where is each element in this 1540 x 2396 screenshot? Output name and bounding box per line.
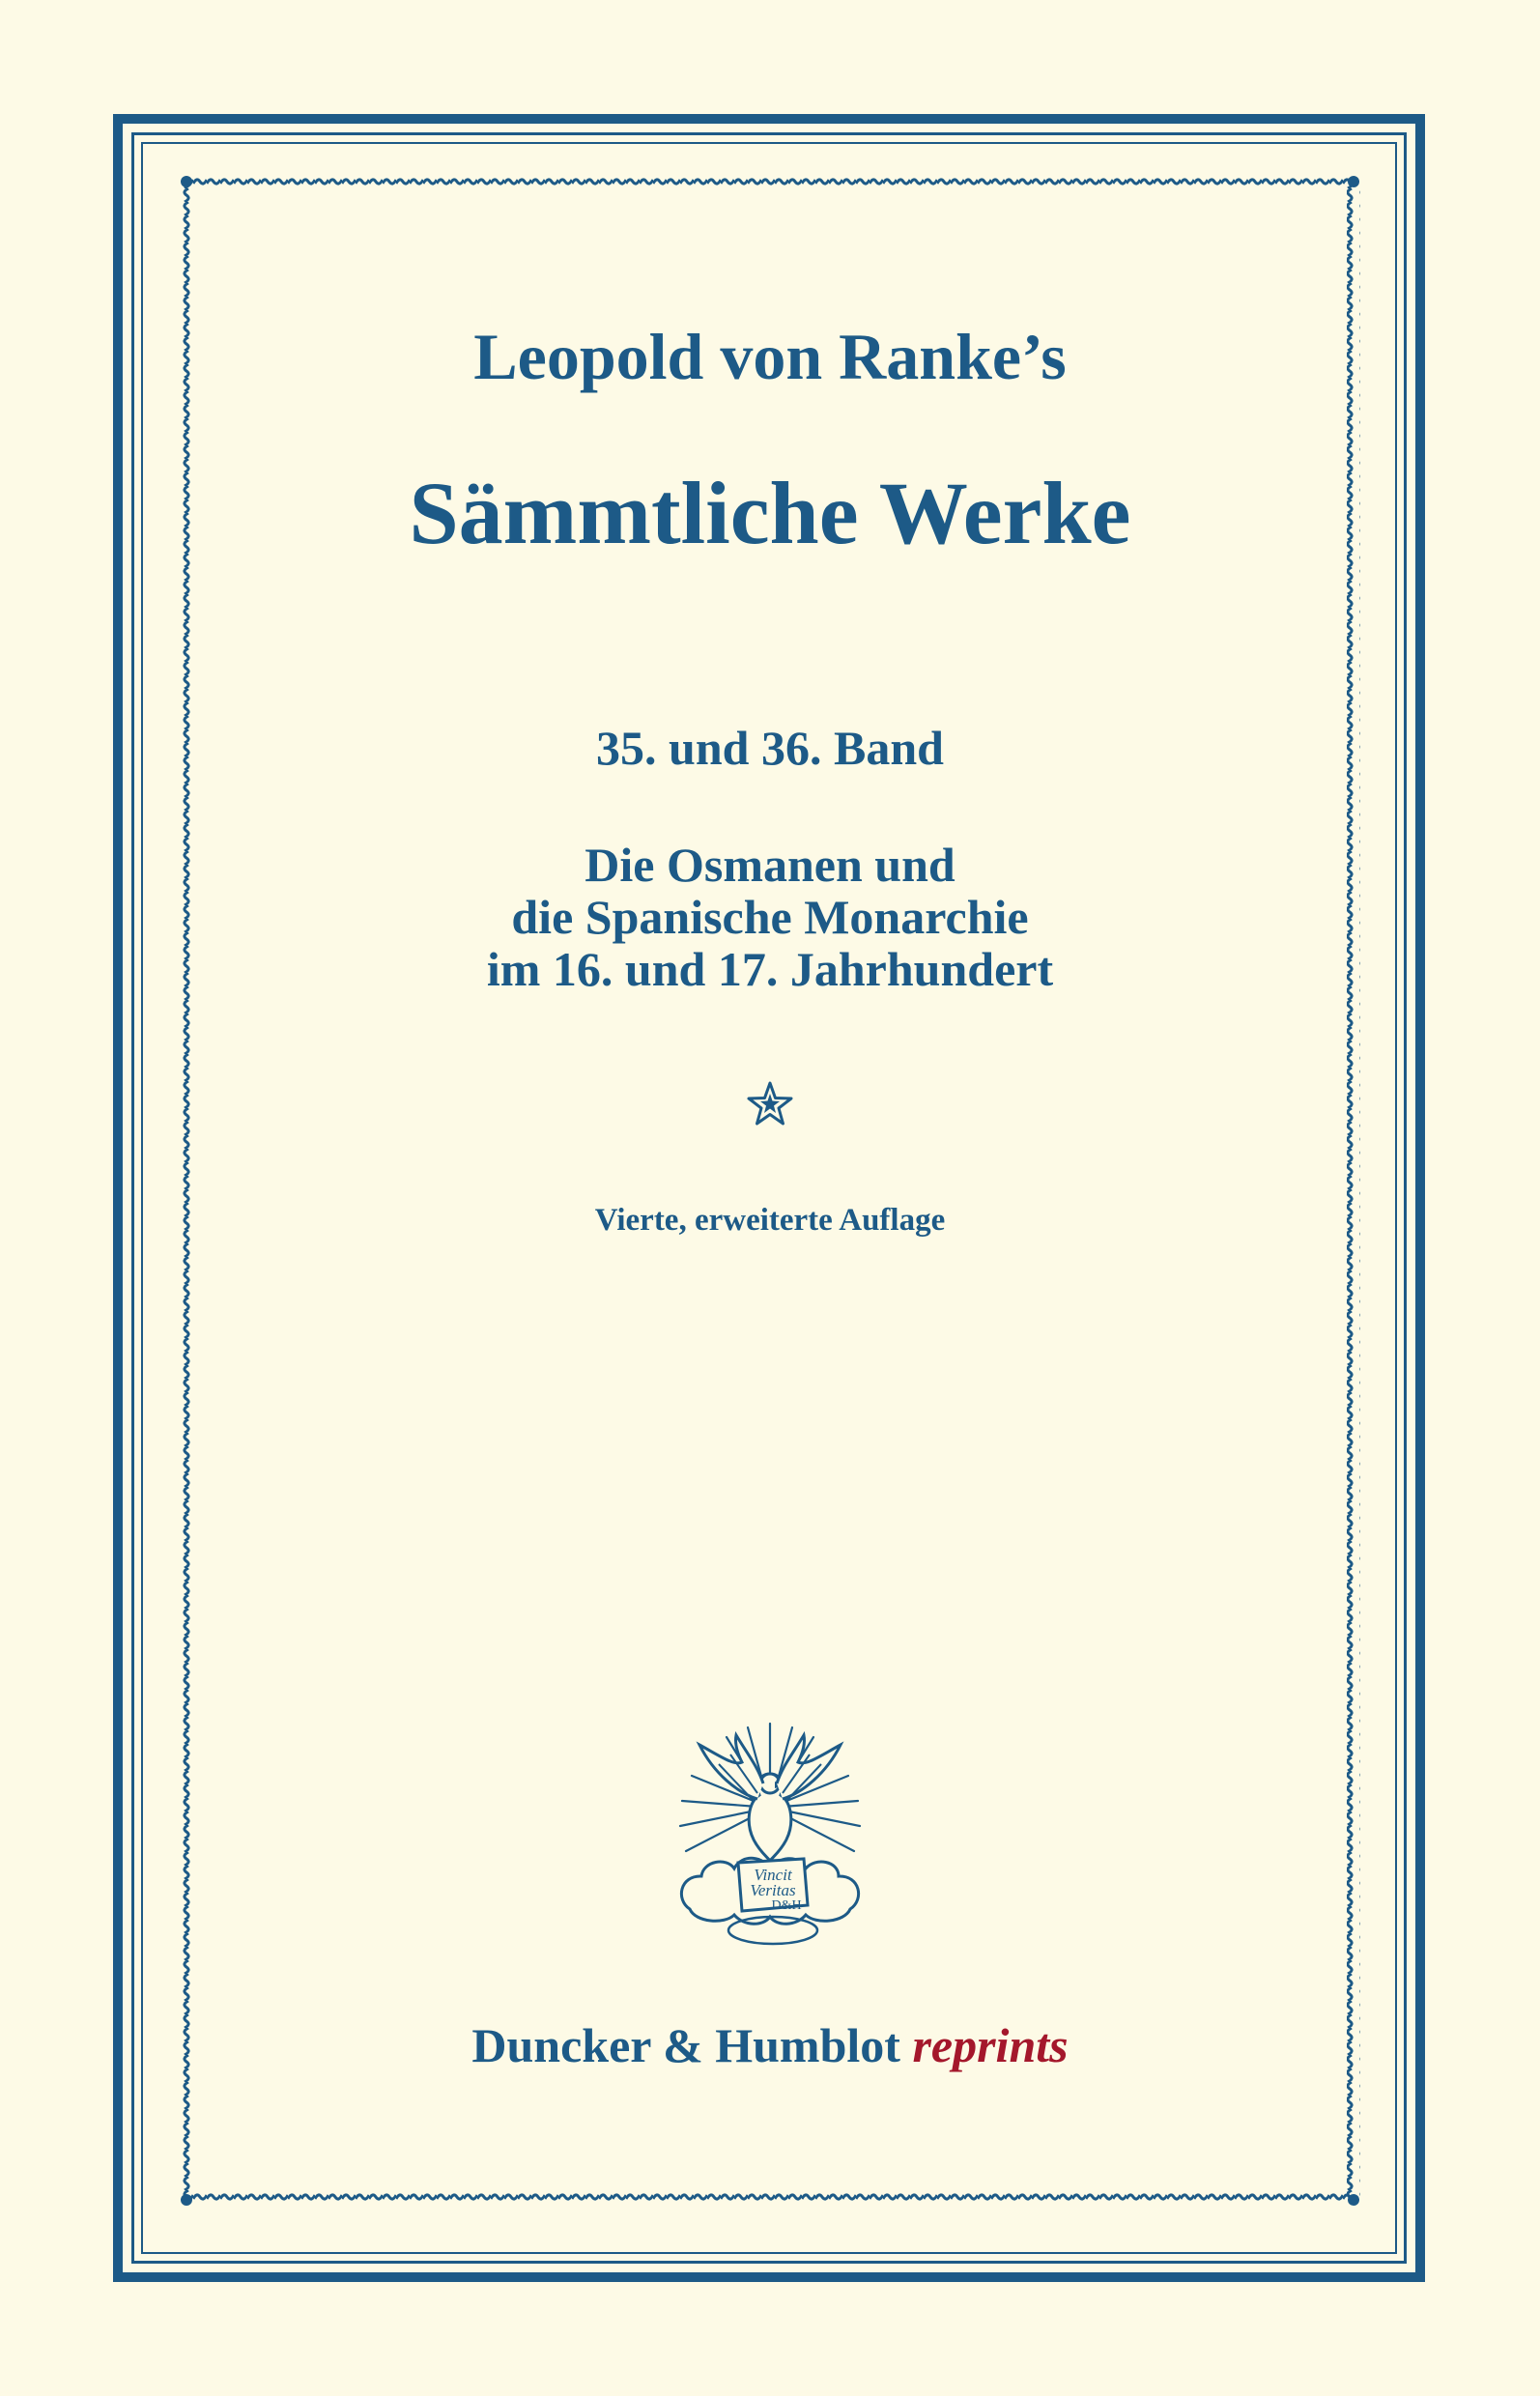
book-title: Sämmtliche Werke (409, 464, 1131, 562)
edition: Vierte, erweiterte Auflage (594, 1203, 946, 1238)
eagle-emblem-icon (670, 1716, 870, 1948)
publisher-series: reprints (912, 2018, 1069, 2072)
subtitle-line: Die Osmanen und (585, 838, 955, 892)
emblem-motto-2: Veritas (750, 1881, 796, 1899)
volume-number: 35. und 36. Band (596, 721, 944, 775)
emblem-initials: D&H (771, 1898, 802, 1913)
star-icon (746, 1080, 794, 1128)
author-name: Leopold von Ranke’s (473, 320, 1067, 393)
subtitle-line: die Spanische Monarchie (511, 890, 1029, 944)
publisher-line (0, 2017, 1540, 2073)
publisher-name: Duncker & Humblot (471, 2018, 900, 2072)
emblem-motto-1: Vincit (754, 1866, 792, 1884)
subtitle-line: im 16. und 17. Jahrhundert (486, 942, 1054, 996)
subtitle (0, 839, 1540, 995)
